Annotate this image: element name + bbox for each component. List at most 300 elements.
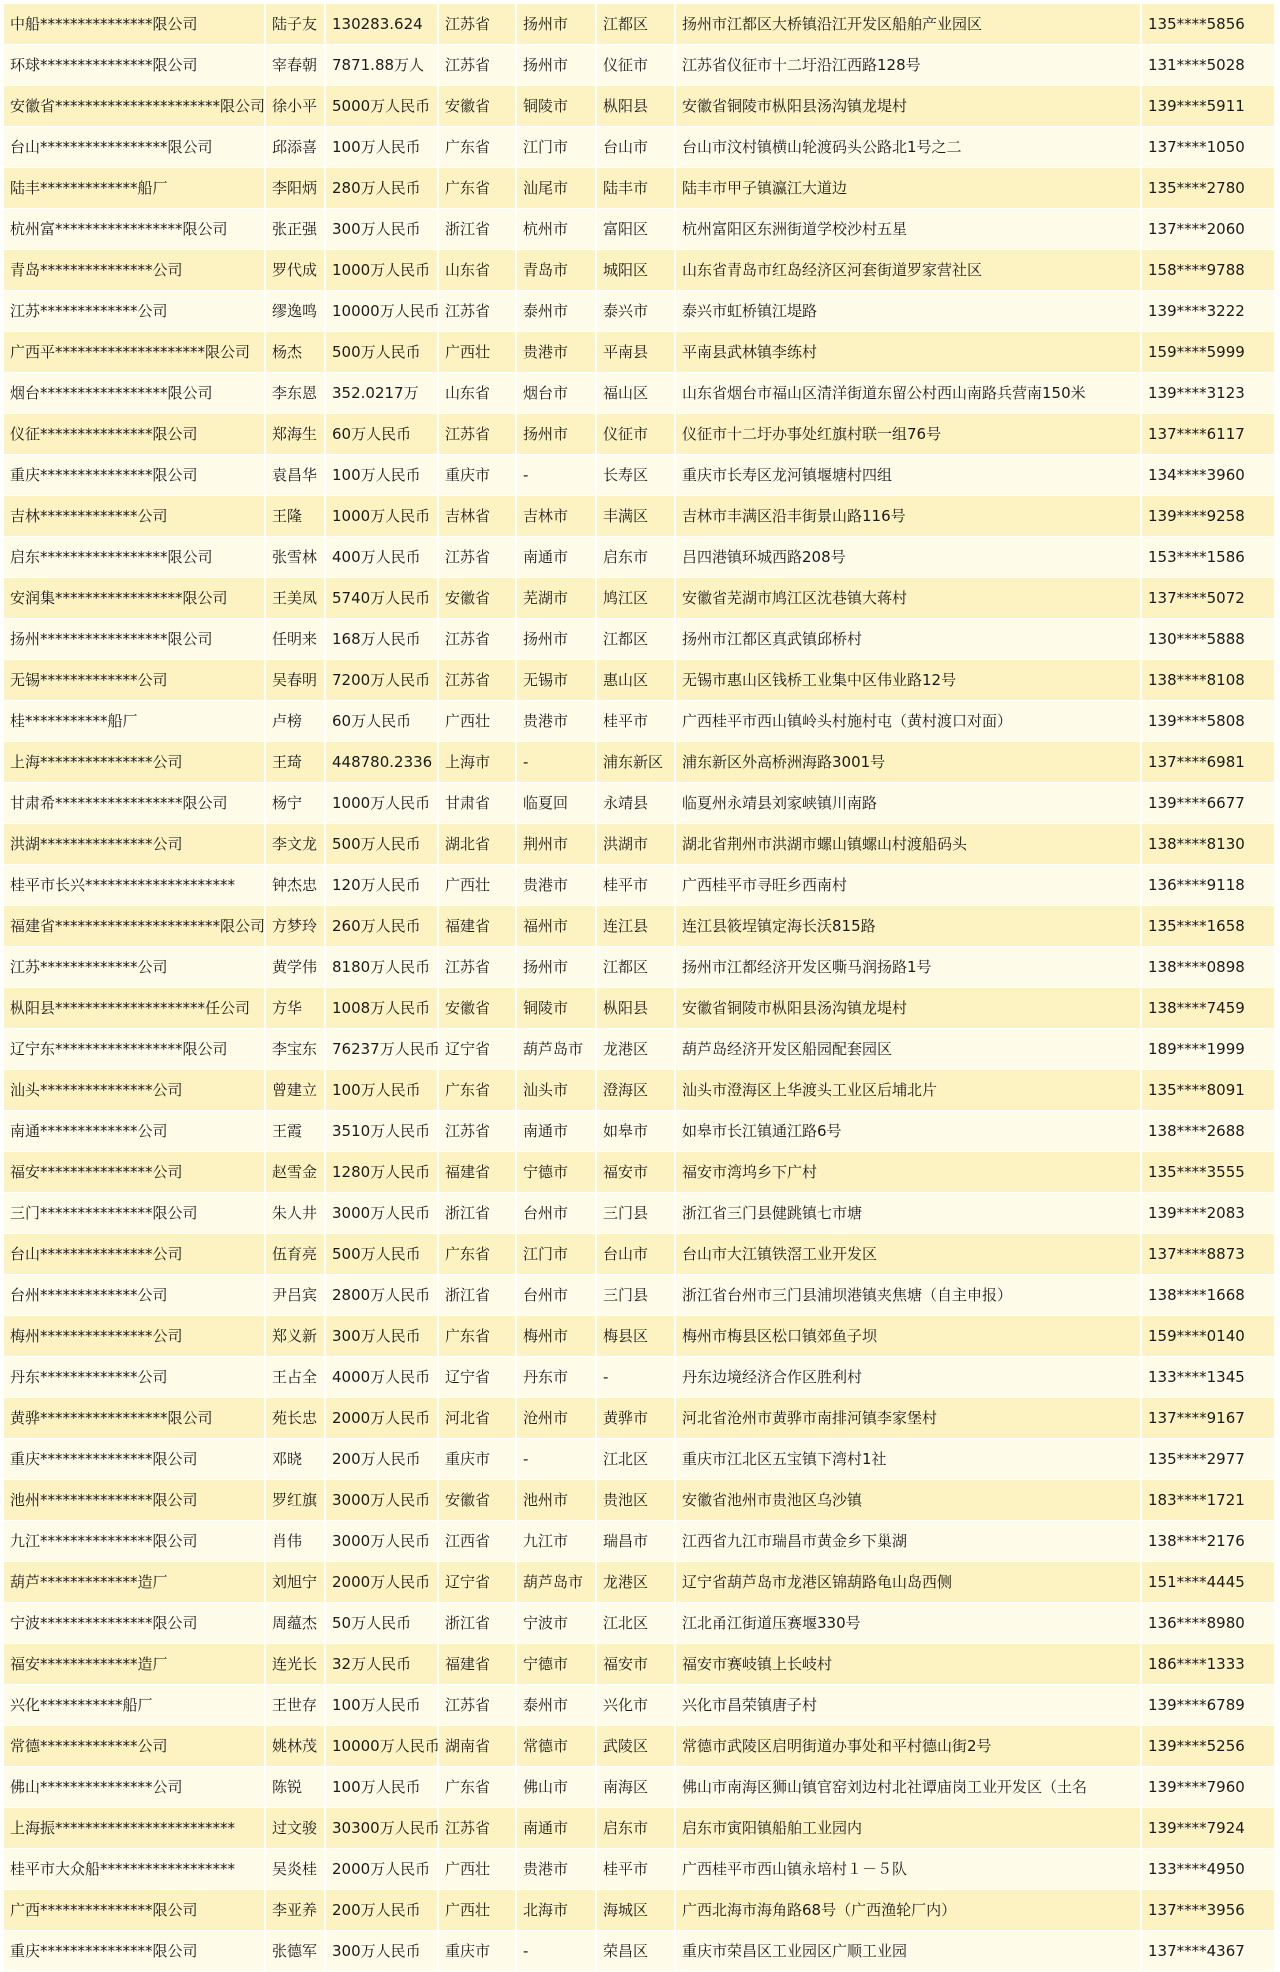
registered-capital-cell: 2000万人民币 bbox=[326, 1562, 439, 1603]
phone-cell: 135****5856 bbox=[1142, 4, 1276, 45]
table-row bbox=[4, 332, 1276, 373]
phone-cell: 151****4445 bbox=[1142, 1562, 1276, 1603]
registered-capital-cell: 100万人民币 bbox=[326, 1070, 439, 1111]
company-name-cell: 仪征***************限公司 bbox=[4, 414, 266, 455]
province-cell: 江苏省 bbox=[439, 1111, 517, 1152]
table-row bbox=[4, 1398, 1276, 1439]
province-cell: 浙江省 bbox=[439, 1603, 517, 1644]
phone-cell: 139****3123 bbox=[1142, 373, 1276, 414]
legal-person-cell: 吴炎桂 bbox=[266, 1849, 326, 1890]
registered-capital-cell: 2800万人民币 bbox=[326, 1275, 439, 1316]
district-cell: 澄海区 bbox=[597, 1070, 676, 1111]
address-cell: 泰兴市虹桥镇江堤路 bbox=[676, 291, 1142, 332]
legal-person-cell: 苑长忠 bbox=[266, 1398, 326, 1439]
legal-person-cell: 王美凤 bbox=[266, 578, 326, 619]
district-cell: 鸠江区 bbox=[597, 578, 676, 619]
address-cell: 扬州市江都区大桥镇沿江开发区船舶产业园区 bbox=[676, 4, 1142, 45]
company-name-cell: 中船***************限公司 bbox=[4, 4, 266, 45]
table-row bbox=[4, 1029, 1276, 1070]
district-cell: 南海区 bbox=[597, 1767, 676, 1808]
city-cell: 佛山市 bbox=[517, 1767, 597, 1808]
registered-capital-cell: 500万人民币 bbox=[326, 332, 439, 373]
district-cell: 启东市 bbox=[597, 537, 676, 578]
city-cell: 台州市 bbox=[517, 1193, 597, 1234]
legal-person-cell: 杨宁 bbox=[266, 783, 326, 824]
registered-capital-cell: 5740万人民币 bbox=[326, 578, 439, 619]
district-cell: 江北区 bbox=[597, 1603, 676, 1644]
registered-capital-cell: 1008万人民币 bbox=[326, 988, 439, 1029]
company-name-cell: 宁波***************限公司 bbox=[4, 1603, 266, 1644]
legal-person-cell: 卢榜 bbox=[266, 701, 326, 742]
phone-cell: 137****1050 bbox=[1142, 127, 1276, 168]
company-name-cell: 兴化***********船厂 bbox=[4, 1685, 266, 1726]
legal-person-cell: 李阳炳 bbox=[266, 168, 326, 209]
city-cell: 烟台市 bbox=[517, 373, 597, 414]
district-cell: 黄骅市 bbox=[597, 1398, 676, 1439]
registered-capital-cell: 60万人民币 bbox=[326, 414, 439, 455]
city-cell: 南通市 bbox=[517, 537, 597, 578]
address-cell: 辽宁省葫芦岛市龙港区锦葫路龟山岛西侧 bbox=[676, 1562, 1142, 1603]
table-row bbox=[4, 947, 1276, 988]
company-name-cell: 上海振************************ bbox=[4, 1808, 266, 1849]
phone-cell: 137****6981 bbox=[1142, 742, 1276, 783]
registered-capital-cell: 200万人民币 bbox=[326, 1439, 439, 1480]
city-cell: 荆州市 bbox=[517, 824, 597, 865]
legal-person-cell: 张雪林 bbox=[266, 537, 326, 578]
district-cell: 江都区 bbox=[597, 619, 676, 660]
district-cell: 枞阳县 bbox=[597, 988, 676, 1029]
address-cell: 葫芦岛经济开发区船园配套园区 bbox=[676, 1029, 1142, 1070]
district-cell: 台山市 bbox=[597, 1234, 676, 1275]
district-cell: 梅县区 bbox=[597, 1316, 676, 1357]
legal-person-cell: 肖伟 bbox=[266, 1521, 326, 1562]
city-cell: 葫芦岛市 bbox=[517, 1562, 597, 1603]
legal-person-cell: 任明来 bbox=[266, 619, 326, 660]
company-name-cell: 丹东*************公司 bbox=[4, 1357, 266, 1398]
province-cell: 辽宁省 bbox=[439, 1357, 517, 1398]
district-cell: 如皋市 bbox=[597, 1111, 676, 1152]
city-cell: 宁波市 bbox=[517, 1603, 597, 1644]
province-cell: 福建省 bbox=[439, 1152, 517, 1193]
company-name-cell: 福建省**********************限公司 bbox=[4, 906, 266, 947]
table-row bbox=[4, 209, 1276, 250]
table-row bbox=[4, 1275, 1276, 1316]
phone-cell: 138****2176 bbox=[1142, 1521, 1276, 1562]
phone-cell: 137****4367 bbox=[1142, 1931, 1276, 1972]
legal-person-cell: 张德军 bbox=[266, 1931, 326, 1972]
phone-cell: 137****8873 bbox=[1142, 1234, 1276, 1275]
registered-capital-cell: 500万人民币 bbox=[326, 824, 439, 865]
address-cell: 浦东新区外高桥洲海路3001号 bbox=[676, 742, 1142, 783]
legal-person-cell: 方华 bbox=[266, 988, 326, 1029]
registered-capital-cell: 448780.2336 bbox=[326, 742, 439, 783]
city-cell: 南通市 bbox=[517, 1808, 597, 1849]
city-cell: 福州市 bbox=[517, 906, 597, 947]
province-cell: 吉林省 bbox=[439, 496, 517, 537]
district-cell: 武陵区 bbox=[597, 1726, 676, 1767]
company-name-cell: 安徽省**********************限公司 bbox=[4, 86, 266, 127]
table-row bbox=[4, 1562, 1276, 1603]
phone-cell: 189****1999 bbox=[1142, 1029, 1276, 1070]
city-cell: 江门市 bbox=[517, 1234, 597, 1275]
province-cell: 江苏省 bbox=[439, 45, 517, 86]
address-cell: 江北甬江街道压赛堰330号 bbox=[676, 1603, 1142, 1644]
district-cell: 泰兴市 bbox=[597, 291, 676, 332]
table-row bbox=[4, 1193, 1276, 1234]
company-name-cell: 九江***************限公司 bbox=[4, 1521, 266, 1562]
city-cell: 池州市 bbox=[517, 1480, 597, 1521]
phone-cell: 138****0898 bbox=[1142, 947, 1276, 988]
city-cell: 北海市 bbox=[517, 1890, 597, 1931]
address-cell: 吕四港镇环城西路208号 bbox=[676, 537, 1142, 578]
district-cell: 台山市 bbox=[597, 127, 676, 168]
city-cell: 泰州市 bbox=[517, 291, 597, 332]
city-cell: 丹东市 bbox=[517, 1357, 597, 1398]
district-cell: 贵池区 bbox=[597, 1480, 676, 1521]
table-row bbox=[4, 578, 1276, 619]
district-cell: 平南县 bbox=[597, 332, 676, 373]
city-cell: 汕头市 bbox=[517, 1070, 597, 1111]
phone-cell: 159****5999 bbox=[1142, 332, 1276, 373]
city-cell: 泰州市 bbox=[517, 1685, 597, 1726]
address-cell: 如皋市长江镇通江路6号 bbox=[676, 1111, 1142, 1152]
address-cell: 仪征市十二圩办事处红旗村联一组76号 bbox=[676, 414, 1142, 455]
legal-person-cell: 过文骏 bbox=[266, 1808, 326, 1849]
table-row bbox=[4, 496, 1276, 537]
registered-capital-cell: 1280万人民币 bbox=[326, 1152, 439, 1193]
registered-capital-cell: 3000万人民币 bbox=[326, 1480, 439, 1521]
legal-person-cell: 缪逸鸣 bbox=[266, 291, 326, 332]
province-cell: 上海市 bbox=[439, 742, 517, 783]
company-name-cell: 陆丰*************船厂 bbox=[4, 168, 266, 209]
city-cell: 沧州市 bbox=[517, 1398, 597, 1439]
province-cell: 河北省 bbox=[439, 1398, 517, 1439]
legal-person-cell: 李宝东 bbox=[266, 1029, 326, 1070]
address-cell: 佛山市南海区狮山镇官窑刘边村北社谭庙岗工业开发区（土名 bbox=[676, 1767, 1142, 1808]
province-cell: 江苏省 bbox=[439, 414, 517, 455]
district-cell: 荣昌区 bbox=[597, 1931, 676, 1972]
city-cell: 常德市 bbox=[517, 1726, 597, 1767]
city-cell: 临夏回 bbox=[517, 783, 597, 824]
district-cell: 江都区 bbox=[597, 947, 676, 988]
company-name-cell: 重庆***************限公司 bbox=[4, 1439, 266, 1480]
phone-cell: 137****2060 bbox=[1142, 209, 1276, 250]
company-name-cell: 台山*****************限公司 bbox=[4, 127, 266, 168]
province-cell: 辽宁省 bbox=[439, 1562, 517, 1603]
district-cell: 福山区 bbox=[597, 373, 676, 414]
legal-person-cell: 周蕴杰 bbox=[266, 1603, 326, 1644]
legal-person-cell: 杨杰 bbox=[266, 332, 326, 373]
province-cell: 重庆市 bbox=[439, 1439, 517, 1480]
legal-person-cell: 王隆 bbox=[266, 496, 326, 537]
province-cell: 广西壮 bbox=[439, 865, 517, 906]
table-row bbox=[4, 824, 1276, 865]
registered-capital-cell: 10000万人民币 bbox=[326, 1726, 439, 1767]
legal-person-cell: 刘旭宁 bbox=[266, 1562, 326, 1603]
company-name-cell: 常德*************公司 bbox=[4, 1726, 266, 1767]
address-cell: 广西北海市海角路68号（广西渔轮厂内） bbox=[676, 1890, 1142, 1931]
phone-cell: 131****5028 bbox=[1142, 45, 1276, 86]
table-body bbox=[4, 4, 1276, 1972]
registered-capital-cell: 76237万人民币 bbox=[326, 1029, 439, 1070]
phone-cell: 137****5072 bbox=[1142, 578, 1276, 619]
table-row bbox=[4, 865, 1276, 906]
province-cell: 江苏省 bbox=[439, 291, 517, 332]
district-cell: 仪征市 bbox=[597, 414, 676, 455]
legal-person-cell: 宰春朝 bbox=[266, 45, 326, 86]
phone-cell: 139****3222 bbox=[1142, 291, 1276, 332]
city-cell: 贵港市 bbox=[517, 865, 597, 906]
table-row bbox=[4, 906, 1276, 947]
table-row bbox=[4, 1480, 1276, 1521]
address-cell: 平南县武林镇李练村 bbox=[676, 332, 1142, 373]
registered-capital-cell: 7871.88万人 bbox=[326, 45, 439, 86]
company-table bbox=[4, 4, 1276, 1972]
province-cell: 广西壮 bbox=[439, 701, 517, 742]
city-cell: 贵港市 bbox=[517, 701, 597, 742]
table-row bbox=[4, 660, 1276, 701]
phone-cell: 133****1345 bbox=[1142, 1357, 1276, 1398]
legal-person-cell: 王世存 bbox=[266, 1685, 326, 1726]
phone-cell: 183****1721 bbox=[1142, 1480, 1276, 1521]
company-name-cell: 环球***************限公司 bbox=[4, 45, 266, 86]
table-row bbox=[4, 1439, 1276, 1480]
company-name-cell: 葫芦*************造厂 bbox=[4, 1562, 266, 1603]
city-cell: 汕尾市 bbox=[517, 168, 597, 209]
city-cell: 台州市 bbox=[517, 1275, 597, 1316]
table-row bbox=[4, 619, 1276, 660]
province-cell: 广西壮 bbox=[439, 332, 517, 373]
table-row bbox=[4, 127, 1276, 168]
legal-person-cell: 陆子友 bbox=[266, 4, 326, 45]
phone-cell: 138****7459 bbox=[1142, 988, 1276, 1029]
table-row bbox=[4, 1070, 1276, 1111]
district-cell: 洪湖市 bbox=[597, 824, 676, 865]
district-cell: 惠山区 bbox=[597, 660, 676, 701]
company-name-cell: 台山***************公司 bbox=[4, 1234, 266, 1275]
company-name-cell: 福安***************公司 bbox=[4, 1152, 266, 1193]
registered-capital-cell: 50万人民币 bbox=[326, 1603, 439, 1644]
legal-person-cell: 尹吕宾 bbox=[266, 1275, 326, 1316]
company-name-cell: 三门***************限公司 bbox=[4, 1193, 266, 1234]
address-cell: 无锡市惠山区钱桥工业集中区伟业路12号 bbox=[676, 660, 1142, 701]
address-cell: 扬州市江都区真武镇邱桥村 bbox=[676, 619, 1142, 660]
phone-cell: 135****2977 bbox=[1142, 1439, 1276, 1480]
table-row bbox=[4, 1931, 1276, 1972]
province-cell: 江苏省 bbox=[439, 537, 517, 578]
registered-capital-cell: 8180万人民币 bbox=[326, 947, 439, 988]
phone-cell: 133****4950 bbox=[1142, 1849, 1276, 1890]
address-cell: 浙江省台州市三门县浦坝港镇夹焦塘（自主申报） bbox=[676, 1275, 1142, 1316]
city-cell: 南通市 bbox=[517, 1111, 597, 1152]
city-cell: 江门市 bbox=[517, 127, 597, 168]
address-cell: 扬州市江都经济开发区嘶马润扬路1号 bbox=[676, 947, 1142, 988]
district-cell: 福安市 bbox=[597, 1644, 676, 1685]
district-cell: 三门县 bbox=[597, 1275, 676, 1316]
address-cell: 广西桂平市寻旺乡西南村 bbox=[676, 865, 1142, 906]
province-cell: 江苏省 bbox=[439, 660, 517, 701]
district-cell: 江都区 bbox=[597, 4, 676, 45]
city-cell: 吉林市 bbox=[517, 496, 597, 537]
company-name-cell: 启东*****************限公司 bbox=[4, 537, 266, 578]
province-cell: 湖南省 bbox=[439, 1726, 517, 1767]
table-row bbox=[4, 86, 1276, 127]
address-cell: 台山市汶村镇横山轮渡码头公路北1号之二 bbox=[676, 127, 1142, 168]
address-cell: 河北省沧州市黄骅市南排河镇李家堡村 bbox=[676, 1398, 1142, 1439]
registered-capital-cell: 2000万人民币 bbox=[326, 1398, 439, 1439]
table-row bbox=[4, 537, 1276, 578]
phone-cell: 135****1658 bbox=[1142, 906, 1276, 947]
district-cell: 龙港区 bbox=[597, 1029, 676, 1070]
city-cell: 铜陵市 bbox=[517, 86, 597, 127]
legal-person-cell: 赵雪金 bbox=[266, 1152, 326, 1193]
legal-person-cell: 姚林茂 bbox=[266, 1726, 326, 1767]
table-row bbox=[4, 988, 1276, 1029]
phone-cell: 139****7960 bbox=[1142, 1767, 1276, 1808]
registered-capital-cell: 32万人民币 bbox=[326, 1644, 439, 1685]
city-cell: 贵港市 bbox=[517, 1849, 597, 1890]
registered-capital-cell: 352.0217万 bbox=[326, 373, 439, 414]
district-cell: 海城区 bbox=[597, 1890, 676, 1931]
province-cell: 福建省 bbox=[439, 1644, 517, 1685]
table-row bbox=[4, 701, 1276, 742]
registered-capital-cell: 4000万人民币 bbox=[326, 1357, 439, 1398]
registered-capital-cell: 1000万人民币 bbox=[326, 496, 439, 537]
city-cell: 扬州市 bbox=[517, 414, 597, 455]
registered-capital-cell: 120万人民币 bbox=[326, 865, 439, 906]
company-name-cell: 广西***************限公司 bbox=[4, 1890, 266, 1931]
province-cell: 浙江省 bbox=[439, 1275, 517, 1316]
legal-person-cell: 李文龙 bbox=[266, 824, 326, 865]
table-row bbox=[4, 168, 1276, 209]
address-cell: 重庆市江北区五宝镇下湾村1社 bbox=[676, 1439, 1142, 1480]
phone-cell: 137****6117 bbox=[1142, 414, 1276, 455]
company-name-cell: 桂***********船厂 bbox=[4, 701, 266, 742]
address-cell: 福安市赛岐镇上长岐村 bbox=[676, 1644, 1142, 1685]
province-cell: 安徽省 bbox=[439, 1480, 517, 1521]
company-name-cell: 吉林*************公司 bbox=[4, 496, 266, 537]
district-cell: 陆丰市 bbox=[597, 168, 676, 209]
registered-capital-cell: 3510万人民币 bbox=[326, 1111, 439, 1152]
city-cell: 无锡市 bbox=[517, 660, 597, 701]
table-row bbox=[4, 4, 1276, 45]
phone-cell: 139****7924 bbox=[1142, 1808, 1276, 1849]
city-cell: 扬州市 bbox=[517, 619, 597, 660]
company-name-cell: 佛山***************公司 bbox=[4, 1767, 266, 1808]
table-row bbox=[4, 414, 1276, 455]
province-cell: 辽宁省 bbox=[439, 1029, 517, 1070]
phone-cell: 153****1586 bbox=[1142, 537, 1276, 578]
address-cell: 梅州市梅县区松口镇郊鱼子坝 bbox=[676, 1316, 1142, 1357]
table-row bbox=[4, 1808, 1276, 1849]
province-cell: 江苏省 bbox=[439, 619, 517, 660]
table-row bbox=[4, 1644, 1276, 1685]
registered-capital-cell: 300万人民币 bbox=[326, 209, 439, 250]
legal-person-cell: 黄学伟 bbox=[266, 947, 326, 988]
legal-person-cell: 徐小平 bbox=[266, 86, 326, 127]
address-cell: 重庆市长寿区龙河镇堰塘村四组 bbox=[676, 455, 1142, 496]
address-cell: 启东市寅阳镇船舶工业园内 bbox=[676, 1808, 1142, 1849]
province-cell: 江苏省 bbox=[439, 947, 517, 988]
table-row bbox=[4, 1726, 1276, 1767]
district-cell: 连江县 bbox=[597, 906, 676, 947]
phone-cell: 137****3956 bbox=[1142, 1890, 1276, 1931]
table-row bbox=[4, 455, 1276, 496]
registered-capital-cell: 1000万人民币 bbox=[326, 250, 439, 291]
table-row bbox=[4, 1767, 1276, 1808]
table-row bbox=[4, 1685, 1276, 1726]
phone-cell: 135****2780 bbox=[1142, 168, 1276, 209]
legal-person-cell: 朱人井 bbox=[266, 1193, 326, 1234]
province-cell: 重庆市 bbox=[439, 455, 517, 496]
city-cell: - bbox=[517, 1439, 597, 1480]
city-cell: 宁德市 bbox=[517, 1644, 597, 1685]
registered-capital-cell: 260万人民币 bbox=[326, 906, 439, 947]
legal-person-cell: 李亚养 bbox=[266, 1890, 326, 1931]
legal-person-cell: 曾建立 bbox=[266, 1070, 326, 1111]
registered-capital-cell: 168万人民币 bbox=[326, 619, 439, 660]
registered-capital-cell: 400万人民币 bbox=[326, 537, 439, 578]
table-row bbox=[4, 1111, 1276, 1152]
district-cell: 城阳区 bbox=[597, 250, 676, 291]
legal-person-cell: 郑海生 bbox=[266, 414, 326, 455]
phone-cell: 135****3555 bbox=[1142, 1152, 1276, 1193]
province-cell: 广东省 bbox=[439, 127, 517, 168]
table-row bbox=[4, 1152, 1276, 1193]
district-cell: 浦东新区 bbox=[597, 742, 676, 783]
company-name-cell: 枞阳县********************任公司 bbox=[4, 988, 266, 1029]
address-cell: 常德市武陵区启明街道办事处和平村德山街2号 bbox=[676, 1726, 1142, 1767]
phone-cell: 139****5256 bbox=[1142, 1726, 1276, 1767]
address-cell: 广西桂平市西山镇岭头村施村屯（黄村渡口对面） bbox=[676, 701, 1142, 742]
company-name-cell: 辽宁东*****************限公司 bbox=[4, 1029, 266, 1070]
phone-cell: 139****2083 bbox=[1142, 1193, 1276, 1234]
registered-capital-cell: 3000万人民币 bbox=[326, 1193, 439, 1234]
table-row bbox=[4, 1603, 1276, 1644]
district-cell: 启东市 bbox=[597, 1808, 676, 1849]
phone-cell: 138****2688 bbox=[1142, 1111, 1276, 1152]
district-cell: 长寿区 bbox=[597, 455, 676, 496]
legal-person-cell: 郑义新 bbox=[266, 1316, 326, 1357]
address-cell: 江西省九江市瑞昌市黄金乡下巢湖 bbox=[676, 1521, 1142, 1562]
address-cell: 广西桂平市西山镇永培村１－５队 bbox=[676, 1849, 1142, 1890]
registered-capital-cell: 280万人民币 bbox=[326, 168, 439, 209]
company-name-cell: 汕头***************公司 bbox=[4, 1070, 266, 1111]
province-cell: 江苏省 bbox=[439, 1808, 517, 1849]
company-name-cell: 青岛***************公司 bbox=[4, 250, 266, 291]
registered-capital-cell: 100万人民币 bbox=[326, 127, 439, 168]
registered-capital-cell: 3000万人民币 bbox=[326, 1521, 439, 1562]
registered-capital-cell: 500万人民币 bbox=[326, 1234, 439, 1275]
registered-capital-cell: 2000万人民币 bbox=[326, 1849, 439, 1890]
company-name-cell: 扬州*****************限公司 bbox=[4, 619, 266, 660]
province-cell: 广西壮 bbox=[439, 1890, 517, 1931]
company-name-cell: 烟台*****************限公司 bbox=[4, 373, 266, 414]
district-cell: 永靖县 bbox=[597, 783, 676, 824]
legal-person-cell: 袁昌华 bbox=[266, 455, 326, 496]
address-cell: 丹东边境经济合作区胜利村 bbox=[676, 1357, 1142, 1398]
city-cell: - bbox=[517, 742, 597, 783]
district-cell: 江北区 bbox=[597, 1439, 676, 1480]
province-cell: 广东省 bbox=[439, 1767, 517, 1808]
phone-cell: 139****6789 bbox=[1142, 1685, 1276, 1726]
district-cell: 兴化市 bbox=[597, 1685, 676, 1726]
province-cell: 江苏省 bbox=[439, 4, 517, 45]
legal-person-cell: 连光长 bbox=[266, 1644, 326, 1685]
legal-person-cell: 王琦 bbox=[266, 742, 326, 783]
company-name-cell: 上海***************公司 bbox=[4, 742, 266, 783]
province-cell: 广东省 bbox=[439, 1234, 517, 1275]
